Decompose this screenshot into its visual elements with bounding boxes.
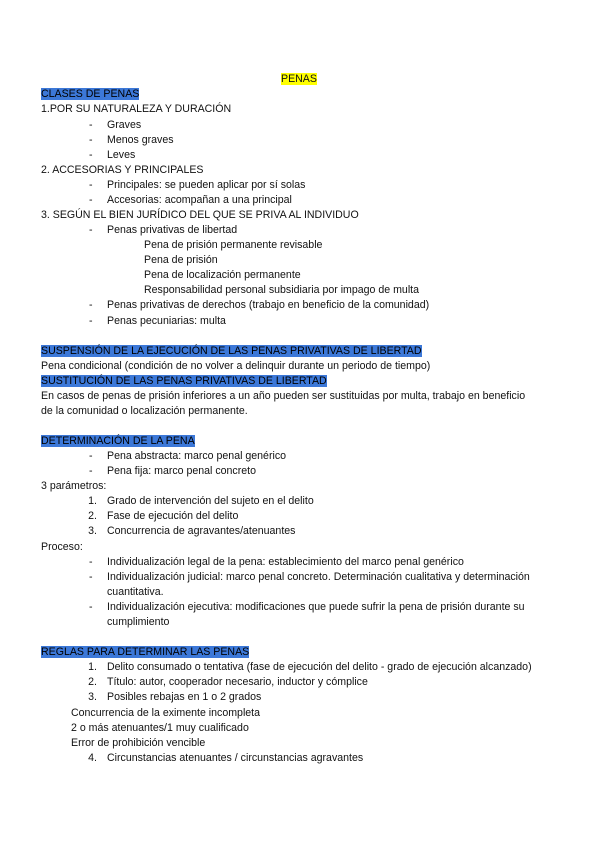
list-item: Penas pecuniarias: multa [107, 315, 226, 327]
list-item: Circunstancias atenuantes / circunstancias agravantes [107, 752, 364, 764]
list-item: Individualización legal de la pena: establecimiento del marco penal genérico [107, 556, 464, 568]
clases-item-3: 3. SEGÚN EL BIEN JURÍDICO DEL QUE SE PRIVA AL INDIVIDUO [41, 209, 359, 221]
list-item: Concurrencia de agravantes/atenuantes [107, 525, 296, 537]
list-bullet: - [89, 194, 93, 206]
list-item: Principales: se pueden aplicar por sí solas [107, 179, 306, 191]
list-bullet: - [89, 224, 93, 236]
list-number: 2. [88, 676, 97, 688]
list-number: 2. [88, 510, 97, 522]
section-heading-reglas: REGLAS PARA DETERMINAR LAS PENAS [41, 646, 250, 658]
clases-item-1: 1.POR SU NATURALEZA Y DURACIÓN [41, 103, 232, 115]
list-item: Pena fija: marco penal concreto [107, 465, 256, 477]
list-bullet: - [89, 134, 93, 146]
parametros-label: 3 parámetros: [41, 480, 107, 492]
document-title: PENAS [281, 73, 317, 85]
reglas-extra-3: Error de prohibición vencible [71, 737, 206, 749]
list-bullet: - [89, 149, 93, 161]
list-item: Posibles rebajas en 1 o 2 grados [107, 691, 262, 703]
sustitucion-text-line1: En casos de penas de prisión inferiores a un año pueden ser sustituidas por multa, trabajo en beneficio [41, 390, 526, 402]
list-number: 1. [88, 495, 97, 507]
list-item: Grado de intervención del sujeto en el delito [107, 495, 314, 507]
proceso-label: Proceso: [41, 541, 83, 553]
section-heading-suspension: SUSPENSIÓN DE LA EJECUCIÓN DE LAS PENAS PRIVATIVAS DE LIBERTAD [41, 345, 422, 357]
list-number: 1. [88, 661, 97, 673]
list-item: Individualización judicial: marco penal concreto. Determinación cualitativa y determinación [107, 571, 530, 583]
section-heading-clases: CLASES DE PENAS [41, 88, 140, 100]
list-item: Pena de prisión permanente revisable [144, 239, 323, 251]
list-item: Fase de ejecución del delito [107, 510, 239, 522]
list-bullet: - [89, 601, 93, 613]
list-item: Graves [107, 119, 142, 131]
list-item: Individualización ejecutiva: modificaciones que puede sufrir la pena de prisión durante su [107, 601, 525, 613]
list-bullet: - [89, 179, 93, 191]
list-bullet: - [89, 450, 93, 462]
list-item: Pena de localización permanente [144, 269, 301, 281]
list-bullet: - [89, 571, 93, 583]
list-item: Título: autor, cooperador necesario, inductor y cómplice [107, 676, 368, 688]
list-number: 4. [88, 752, 97, 764]
list-bullet: - [89, 299, 93, 311]
list-item: Pena abstracta: marco penal genérico [107, 450, 287, 462]
list-item-continuation: cuantitativa. [107, 586, 164, 598]
reglas-extra-1: Concurrencia de la eximente incompleta [71, 707, 261, 719]
list-item-continuation: cumplimiento [107, 616, 170, 628]
list-number: 3. [88, 691, 97, 703]
list-bullet: - [89, 465, 93, 477]
sustitucion-text-line2: de la comunidad o localización permanente. [41, 405, 248, 417]
suspension-text: Pena condicional (condición de no volver a delinquir durante un periodo de tiempo) [41, 360, 431, 372]
list-item: Menos graves [107, 134, 174, 146]
list-item: Responsabilidad personal subsidiaria por impago de multa [144, 284, 420, 296]
list-number: 3. [88, 525, 97, 537]
section-heading-determinacion: DETERMINACIÓN DE LA PENA [41, 435, 195, 447]
list-item: Leves [107, 149, 136, 161]
list-item: Accesorias: acompañan a una principal [107, 194, 292, 206]
list-item: Pena de prisión [144, 254, 218, 266]
list-item: Delito consumado o tentativa (fase de ejecución del delito - grado de ejecución alcanzado) [107, 661, 532, 673]
clases-item-2: 2. ACCESORIAS Y PRINCIPALES [41, 164, 204, 176]
list-item: Penas privativas de derechos (trabajo en beneficio de la comunidad) [107, 299, 430, 311]
list-bullet: - [89, 556, 93, 568]
list-item: Penas privativas de libertad [107, 224, 238, 236]
list-bullet: - [89, 119, 93, 131]
reglas-extra-2: 2 o más atenuantes/1 muy cualificado [71, 722, 249, 734]
list-bullet: - [89, 315, 93, 327]
section-heading-sustitucion: SUSTITUCIÓN DE LAS PENAS PRIVATIVAS DE LIBERTAD [41, 375, 327, 387]
